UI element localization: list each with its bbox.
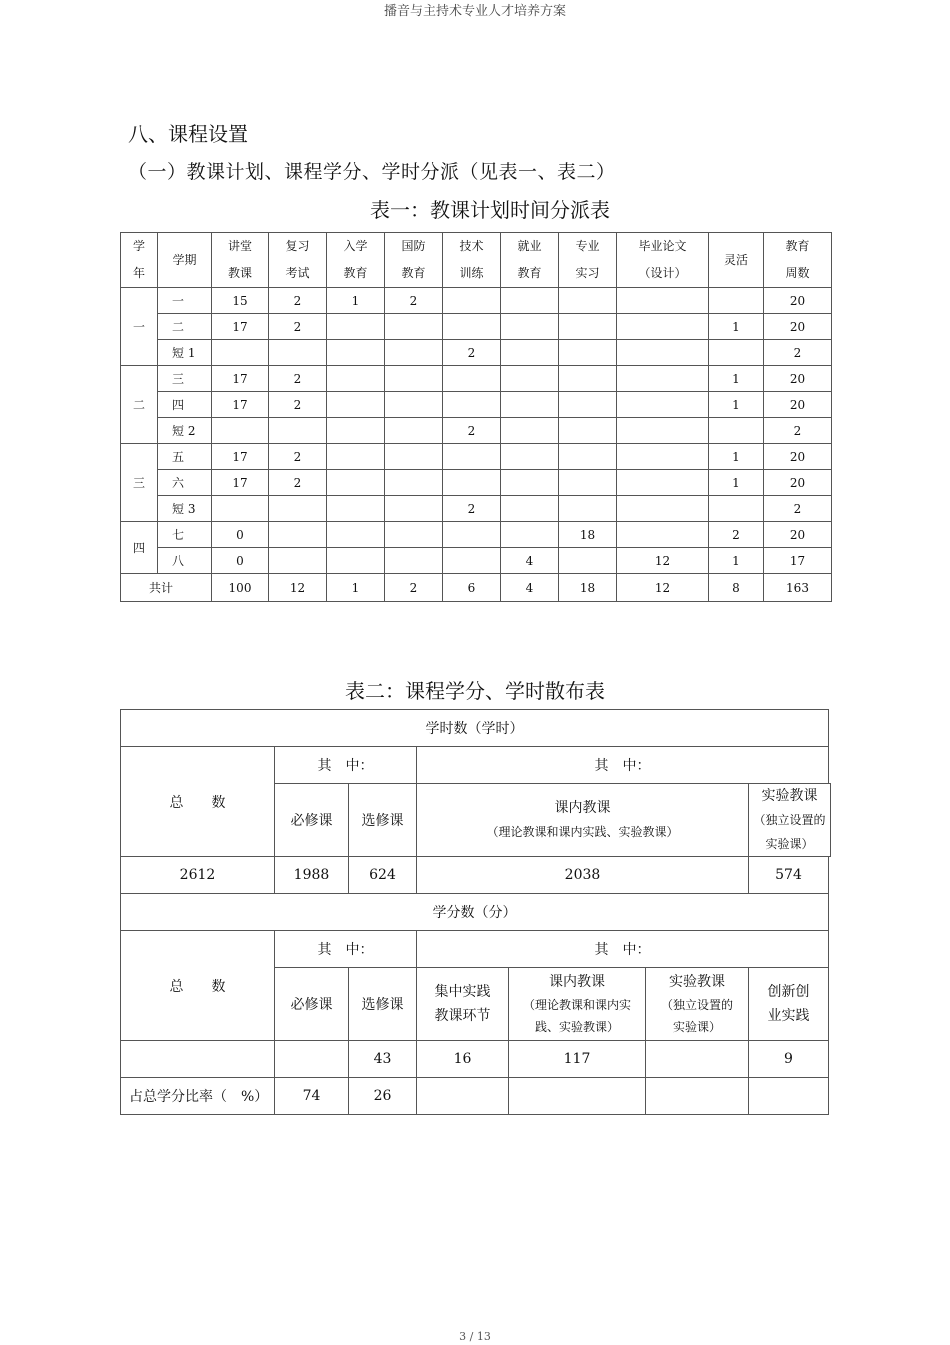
table1-value-cell: 1 [709,444,764,470]
hours-in-class-cell [417,784,749,857]
table1-value-cell [385,340,443,366]
table1-total-label: 共计 [121,574,212,602]
table1-row [121,470,832,496]
section-heading: 八、课程设置 [128,122,248,146]
table1-value-cell [617,418,709,444]
table1-value-cell [501,314,559,340]
table1-row [121,444,832,470]
table1-value-cell [501,418,559,444]
table1-total-value: 2 [385,574,443,602]
hours-value-required: 1988 [275,857,349,894]
table1-header-cell: 就业 教育 [501,233,559,288]
table1-total-value: 18 [559,574,617,602]
credit-value-in-class: 117 [509,1041,646,1078]
table1-value-cell [501,496,559,522]
table1-value-cell [709,496,764,522]
table1-value-cell: 20 [764,366,832,392]
credits-of-which-1: 其 中： [275,931,417,968]
table1-value-cell: 2 [443,340,501,366]
table1-year-cell: 一 [121,288,158,366]
table1-value-cell: 17 [212,314,269,340]
credits-in-class-note: （理论教课和课内实践、实验教课） [522,998,631,1034]
table1-value-cell: 0 [212,548,269,574]
hours-lab-label: 实验教课 [761,788,818,804]
table1-value-cell: 17 [212,444,269,470]
table1-value-cell: 2 [269,470,327,496]
credit-value-elective: 43 [349,1041,417,1078]
credit-value-lab [646,1041,749,1078]
table1-value-cell [559,496,617,522]
table1-term-cell: 短 1 [158,340,212,366]
table1-row [121,288,832,314]
table1-value-cell [443,392,501,418]
table1-year-cell: 二 [121,366,158,444]
table1-value-cell [443,314,501,340]
table1-value-cell: 2 [709,522,764,548]
table1-value-cell [269,548,327,574]
hours-value-in-class: 2038 [417,857,749,894]
table1-value-cell [559,314,617,340]
ratio-value-concentrated [417,1078,509,1115]
table1-row [121,392,832,418]
table1-value-cell: 20 [764,444,832,470]
table1-value-cell [617,288,709,314]
table1-value-cell: 17 [212,470,269,496]
table1-value-cell: 2 [443,496,501,522]
credits-concentrated-label: 集中实践教课环节 [417,968,509,1041]
table1-value-cell: 18 [559,522,617,548]
table1-term-cell: 一 [158,288,212,314]
table1-value-cell [269,340,327,366]
table1-value-cell [501,366,559,392]
table1-term-cell: 七 [158,522,212,548]
table1-value-cell [327,548,385,574]
ratio-value-in-class [509,1078,646,1115]
table1-value-cell [709,288,764,314]
table1-value-cell [617,340,709,366]
credits-of-which-2: 其 中： [417,931,829,968]
ratio-value-lab [646,1078,749,1115]
hours-of-which-2: 其 中： [417,747,829,784]
credits-innovation-label: 创新创业实践 [749,968,829,1041]
table1-value-cell: 1 [709,470,764,496]
table1-value-cell [709,418,764,444]
table1-header-cell: 毕业论文 （设计） [617,233,709,288]
table1-value-cell [385,548,443,574]
hours-elective-label: 选修课 [349,784,417,857]
table1-value-cell [443,470,501,496]
table1-value-cell [617,392,709,418]
table1-value-cell [617,470,709,496]
credit-value-total [121,1041,275,1078]
table1-value-cell: 20 [764,522,832,548]
table1-header-cell: 专业 实习 [559,233,617,288]
table1-total-value: 1 [327,574,385,602]
table1-term-cell: 六 [158,470,212,496]
table1-row [121,340,832,366]
credits-lab-cell [646,968,749,1041]
table1-value-cell [385,444,443,470]
table1-value-cell [501,340,559,366]
table1-total-value: 8 [709,574,764,602]
table1-value-cell [559,392,617,418]
table1-value-cell [559,288,617,314]
hours-lab-cell [749,784,831,857]
credits-in-class-label: 课内教课 [549,974,605,990]
table1-value-cell [327,444,385,470]
table1-term-cell: 八 [158,548,212,574]
table1-total-value: 6 [443,574,501,602]
table1-value-cell: 1 [709,366,764,392]
hours-value-total: 2612 [121,857,275,894]
credit-value-required [275,1041,349,1078]
hours-lab-note: （独立设置的实验课） [753,813,826,851]
table1-row [121,522,832,548]
table1-value-cell [385,470,443,496]
table1-value-cell: 17 [212,366,269,392]
table1-value-cell: 20 [764,470,832,496]
table1-value-cell: 1 [327,288,385,314]
table1-header-cell: 学 年 [121,233,158,288]
table1-header-cell: 入学 教育 [327,233,385,288]
sub-heading: （一）教课计划、课程学分、学时分派（见表一、表二） [128,161,616,183]
running-header: 播音与主持术专业人才培养方案 [383,4,566,19]
credits-total-label: 总 数 [121,931,275,1041]
table1-value-cell [269,418,327,444]
table1-value-cell: 2 [269,288,327,314]
table1-value-cell [617,444,709,470]
table1-title: 表一：教课计划时间分派表 [370,198,610,222]
credits-section-label: 学分数（分） [121,894,829,931]
table1-value-cell [327,366,385,392]
table1-value-cell: 12 [617,548,709,574]
hours-required-label: 必修课 [275,784,349,857]
ratio-value-elective: 26 [349,1078,417,1115]
table1-value-cell [617,366,709,392]
table1-value-cell [327,340,385,366]
credit-value-concentrated: 16 [417,1041,509,1078]
table1-value-cell [327,418,385,444]
table1-value-cell [559,444,617,470]
table1-value-cell [501,444,559,470]
table1-value-cell [709,340,764,366]
table1-value-cell: 15 [212,288,269,314]
table1-value-cell [443,366,501,392]
table1-value-cell [443,444,501,470]
table1-row [121,314,832,340]
table1-value-cell: 2 [443,418,501,444]
table1-value-cell: 1 [709,314,764,340]
table1-header-cell: 教育 周数 [764,233,832,288]
hours-in-class-note: （理论教课和课内实践、实验教课） [486,825,679,839]
table1-term-cell: 短 3 [158,496,212,522]
table1-value-cell [385,522,443,548]
table1-value-cell: 1 [709,392,764,418]
hours-total-label: 总 数 [121,747,275,857]
ratio-label: 占总学分比率（ %） [121,1078,275,1115]
table1-value-cell [559,366,617,392]
table1-term-cell: 二 [158,314,212,340]
teaching-plan-table [120,232,832,602]
table1-value-cell [385,392,443,418]
table1-total-row [121,574,832,602]
credits-required-label: 必修课 [275,968,349,1041]
table1-term-cell: 三 [158,366,212,392]
table1-value-cell: 2 [269,392,327,418]
table1-year-cell: 三 [121,444,158,522]
table1-value-cell [443,522,501,548]
table1-total-value: 4 [501,574,559,602]
table1-value-cell: 17 [764,548,832,574]
table1-value-cell [327,392,385,418]
table1-value-cell [559,548,617,574]
table1-value-cell [212,496,269,522]
table1-value-cell: 2 [764,418,832,444]
table1-value-cell [212,418,269,444]
table1-value-cell [327,314,385,340]
table1-header-cell: 技术 训练 [443,233,501,288]
credits-elective-label: 选修课 [349,968,417,1041]
table1-value-cell [501,470,559,496]
table1-value-cell [327,522,385,548]
table1-term-cell: 短 2 [158,418,212,444]
table1-value-cell: 2 [764,340,832,366]
credit-value-innovation: 9 [749,1041,829,1078]
table1-header-cell: 灵活 [709,233,764,288]
table1-header-cell: 复习 考试 [269,233,327,288]
table1-term-cell: 四 [158,392,212,418]
credits-in-class-cell [509,968,646,1041]
table1-value-cell [617,496,709,522]
table1-value-cell [385,418,443,444]
table1-total-value: 12 [269,574,327,602]
table1-value-cell [327,496,385,522]
table1-header-cell: 国防 教育 [385,233,443,288]
credits-lab-label: 实验教课 [669,974,725,990]
table1-value-cell: 0 [212,522,269,548]
table1-value-cell: 4 [501,548,559,574]
table1-value-cell: 2 [764,496,832,522]
table1-header-row [121,233,832,288]
hours-in-class-label: 课内教课 [554,800,611,816]
hours-of-which-1: 其 中： [275,747,417,784]
table1-value-cell [501,392,559,418]
table1-value-cell: 20 [764,314,832,340]
hours-value-elective: 624 [349,857,417,894]
table1-row [121,418,832,444]
table1-value-cell: 20 [764,392,832,418]
table1-value-cell [385,496,443,522]
table1-value-cell [269,496,327,522]
table1-value-cell: 17 [212,392,269,418]
table1-value-cell [617,522,709,548]
page-number: 3 / 13 [459,1330,491,1343]
table1-value-cell [212,340,269,366]
table1-value-cell [327,470,385,496]
table1-term-cell: 五 [158,444,212,470]
hours-section-label: 学时数（学时） [121,710,829,747]
table1-total-value: 12 [617,574,709,602]
table1-header-cell: 讲堂 教课 [212,233,269,288]
ratio-value-innovation [749,1078,829,1115]
table1-total-value: 100 [212,574,269,602]
table1-value-cell [443,288,501,314]
table1-value-cell [385,366,443,392]
table1-total-value: 163 [764,574,832,602]
table1-value-cell [269,522,327,548]
ratio-value-required: 74 [275,1078,349,1115]
hours-value-lab: 574 [749,857,829,894]
table1-value-cell: 2 [269,314,327,340]
table1-value-cell [559,340,617,366]
table1-row [121,496,832,522]
credit-hours-table [120,709,831,1115]
table1-value-cell: 20 [764,288,832,314]
table1-value-cell: 2 [269,366,327,392]
table1-value-cell [559,418,617,444]
table2-title: 表二：课程学分、学时散布表 [345,679,605,703]
table1-value-cell [501,522,559,548]
table1-value-cell [617,314,709,340]
table1-year-cell: 四 [121,522,158,574]
table1-row [121,548,832,574]
table1-row [121,366,832,392]
credits-lab-note: （独立设置的实验课） [660,998,733,1034]
table1-value-cell: 1 [709,548,764,574]
table1-header-cell: 学期 [158,233,212,288]
table1-value-cell: 2 [269,444,327,470]
table1-value-cell [385,314,443,340]
table1-value-cell [501,288,559,314]
table1-value-cell: 2 [385,288,443,314]
table1-value-cell [559,470,617,496]
table1-value-cell [443,548,501,574]
